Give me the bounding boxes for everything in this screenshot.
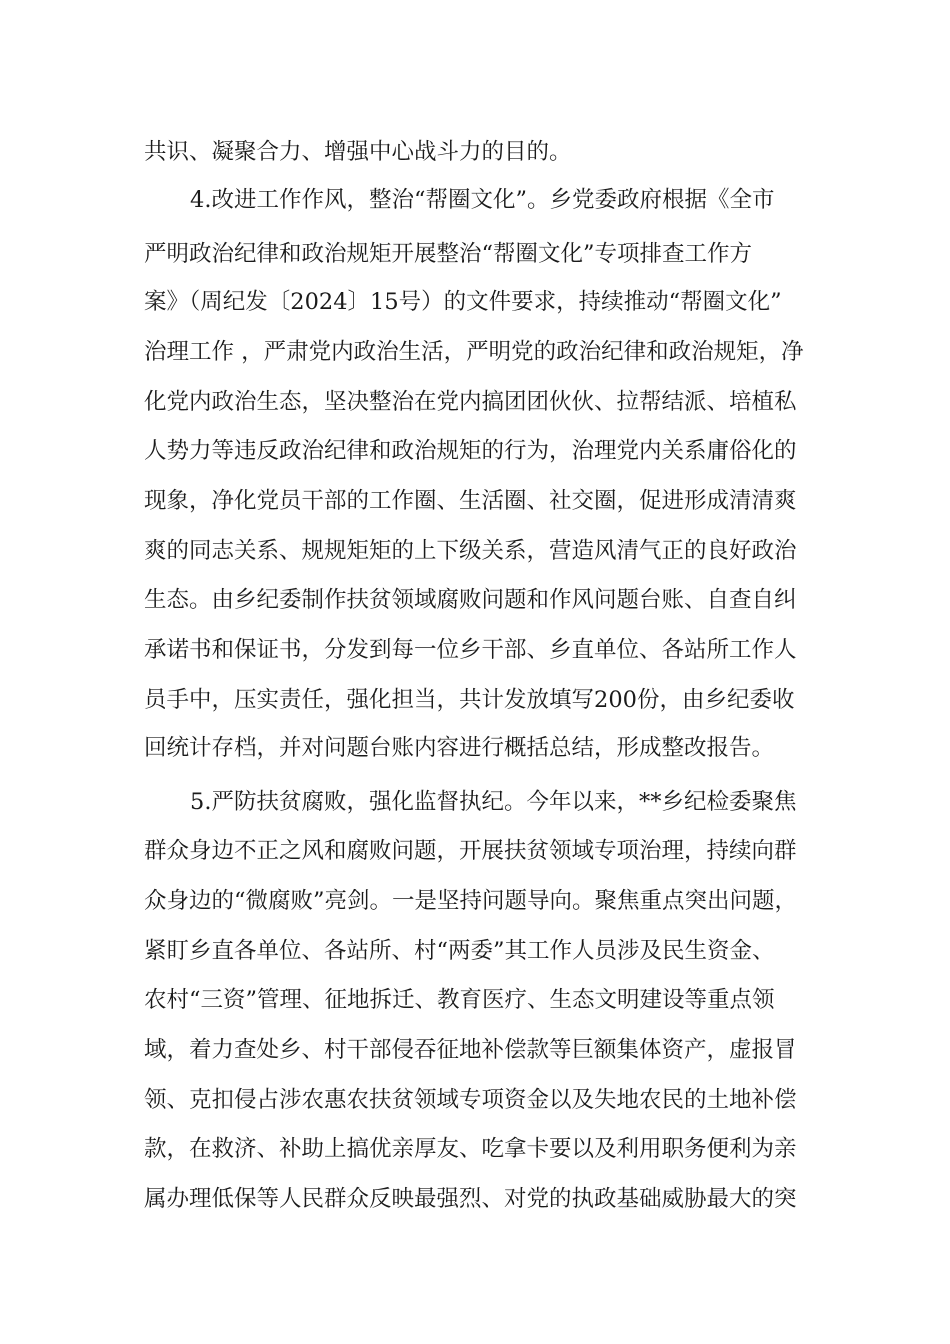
text-line: 群众身边不正之风和腐败问题，开展扶贫领域专项治理，持续向群 bbox=[144, 838, 797, 864]
text-line: 严明政治纪律和政治规矩开展整治“帮圈文化”专项排查工作方 bbox=[144, 241, 753, 267]
paragraph-5-heading-line: 5.严防扶贫腐败，强化监督执纪。今年以来，**乡纪检委聚焦 bbox=[190, 789, 797, 815]
text-line: 员手中，压实责任，强化担当，共计发放填写200份，由乡纪委收 bbox=[144, 687, 795, 713]
text-line: 人势力等违反政治纪律和政治规矩的行为，治理党内关系庸俗化的 bbox=[144, 438, 797, 464]
text-line: 域，着力查处乡、村干部侵吞征地补偿款等巨额集体资产，虚报冒 bbox=[144, 1037, 797, 1063]
text-line: 领、克扣侵占涉农惠农扶贫领域专项资金以及失地农民的土地补偿 bbox=[144, 1087, 797, 1113]
text-line: 农村“三资”管理、征地拆迁、教育医疗、生态文明建设等重点领 bbox=[144, 987, 775, 1013]
text-line: 生态。由乡纪委制作扶贫领域腐败问题和作风问题台账、自查自纠 bbox=[144, 587, 797, 613]
text-line: 案》（周纪发〔2024〕15号）的文件要求，持续推动“帮圈文化” bbox=[144, 289, 782, 315]
text-line: 众身边的“微腐败”亮剑。一是坚持问题导向。聚焦重点突出问题， bbox=[144, 888, 798, 914]
text-line: 紧盯乡直各单位、各站所、村“两委”其工作人员涉及民生资金、 bbox=[144, 938, 775, 964]
paragraph-4-heading-line: 4.改进工作作风，整治“帮圈文化”。乡党委政府根据《全市 bbox=[190, 187, 775, 213]
text-line: 款，在救济、补助上搞优亲厚友、吃拿卡要以及利用职务便利为亲 bbox=[144, 1136, 797, 1162]
text-line: 共识、凝聚合力、增强中心战斗力的目的。 bbox=[144, 139, 572, 165]
text-line: 承诺书和保证书，分发到每一位乡干部、乡直单位、各站所工作人 bbox=[144, 637, 797, 663]
text-line: 治理工作 ，严肃党内政治生活，严明党的政治纪律和政治规矩，净 bbox=[144, 339, 804, 365]
text-line: 回统计存档，并对问题台账内容进行概括总结，形成整改报告。 bbox=[144, 735, 775, 761]
text-line: 爽的同志关系、规规矩矩的上下级关系，营造风清气正的良好政治 bbox=[144, 538, 797, 564]
text-line: 属办理低保等人民群众反映最强烈、对党的执政基础威胁最大的突 bbox=[144, 1186, 797, 1212]
text-line: 化党内政治生态，坚决整治在党内搞团团伙伙、拉帮结派、培植私 bbox=[144, 389, 797, 415]
text-line: 现象，净化党员干部的工作圈、生活圈、社交圈，促进形成清清爽 bbox=[144, 488, 797, 514]
